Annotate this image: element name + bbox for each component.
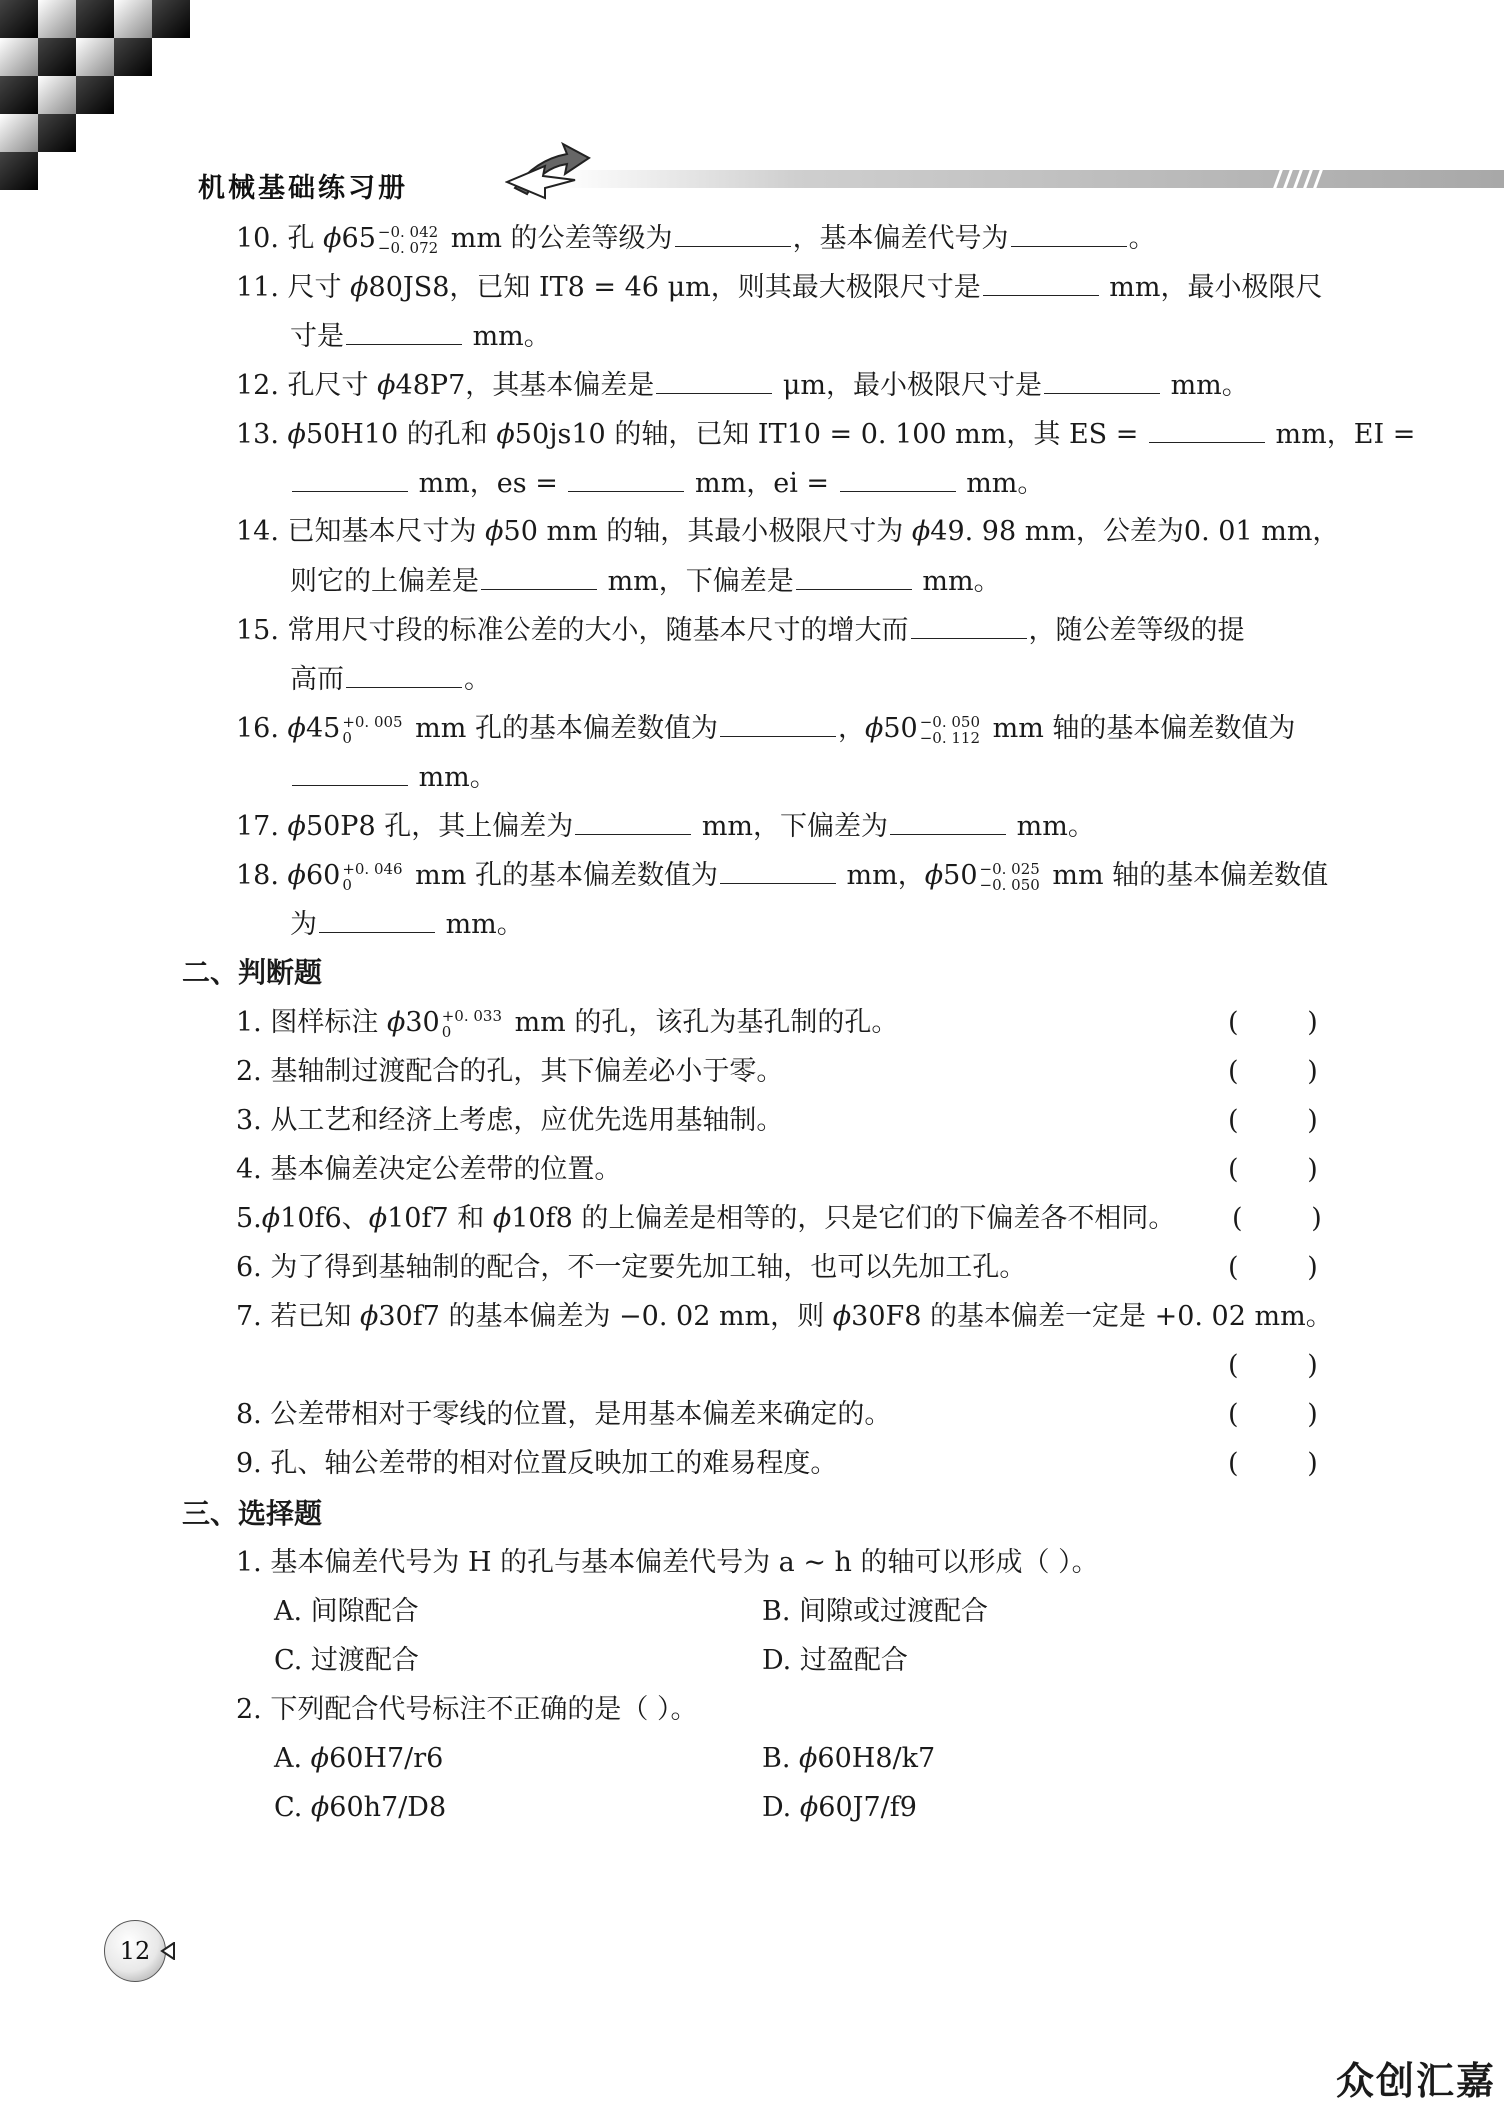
answer-parentheses[interactable]: ( )	[1228, 1056, 1318, 1087]
choice-2-option-c[interactable]: C. ϕ60h7/D8	[274, 1792, 447, 1823]
answer-parentheses[interactable]: ( )	[1228, 1399, 1318, 1430]
choice-2-option-a[interactable]: A. ϕ60H7/r6	[274, 1743, 444, 1774]
answer-blank[interactable]	[983, 267, 1099, 296]
choice-2-option-b[interactable]: B. ϕ60H8/k7	[762, 1743, 936, 1774]
answer-parentheses[interactable]: ( )	[1228, 1350, 1318, 1381]
answer-parentheses[interactable]: ( )	[1228, 1154, 1318, 1185]
curved-arrow-icon	[505, 130, 595, 202]
question-13-line-2: mm，es = mm，ei = mm。	[290, 463, 1044, 504]
judge-question-7: 7. 若已知 ϕ30f7 的基本偏差为 −0. 02 mm，则 ϕ30F8 的基本偏差一定是 +0. 02 mm。	[236, 1301, 1333, 1332]
answer-blank[interactable]	[890, 806, 1006, 835]
question-14-line-2: 则它的上偏差是 mm，下偏差是 mm。	[290, 561, 1001, 602]
answer-parentheses[interactable]: ( )	[1232, 1203, 1322, 1234]
answer-parentheses[interactable]: ( )	[1228, 1448, 1318, 1479]
answer-blank[interactable]	[720, 708, 836, 737]
triangle-pointer-icon	[160, 1942, 176, 1960]
question-18: 18. ϕ60 +0. 046 0 mm 孔的基本偏差数值为 mm，ϕ50 −0. 025 −0. 050 mm 轴的基本偏差数值	[236, 855, 1328, 896]
answer-parentheses[interactable]: ( )	[1228, 1007, 1318, 1038]
answer-blank[interactable]	[292, 463, 408, 492]
watermark-logo: 众创汇嘉	[1335, 2059, 1496, 2103]
question-10: 10. 孔 ϕ65 −0. 042 −0. 072 mm 的公差等级为 ，基本偏差代号为 。	[236, 218, 1156, 259]
section-title-judgment: 二、判断题	[182, 956, 323, 989]
answer-blank[interactable]	[911, 610, 1027, 639]
question-13: 13. ϕ50H10 的孔和 ϕ50js10 的轴，已知 IT10 = 0. 100 mm，其 ES = mm，EI =	[236, 414, 1415, 455]
judge-question-2: 2. 基轴制过渡配合的孔，其下偏差必小于零。	[236, 1056, 784, 1087]
judge-question-1: 1. 图样标注 ϕ30 +0. 033 0 mm 的孔，该孔为基孔制的孔。	[236, 1006, 899, 1041]
question-11-line-2: 寸是 mm。	[290, 316, 551, 357]
tolerance-limits: +0. 033 0	[441, 1006, 502, 1041]
tolerance-limits: −0. 050 −0. 112	[919, 712, 981, 747]
judge-question-5: 5.ϕ10f6、ϕ10f7 和 ϕ10f8 的上偏差是相等的，只是它们的下偏差各不相同。	[236, 1203, 1176, 1234]
answer-blank[interactable]	[675, 218, 791, 247]
answer-blank[interactable]	[575, 806, 691, 835]
choice-question-1: 1. 基本偏差代号为 H 的孔与基本偏差代号为 a ~ h 的轴可以形成（ ）。	[236, 1547, 1099, 1578]
answer-blank[interactable]	[292, 757, 408, 786]
judge-question-8: 8. 公差带相对于零线的位置，是用基本偏差来确定的。	[236, 1399, 892, 1430]
tolerance-limits: +0. 005 0	[342, 712, 403, 747]
question-17: 17. ϕ50P8 孔，其上偏差为 mm，下偏差为 mm。	[236, 806, 1095, 847]
choice-1-option-d[interactable]: D. 过盈配合	[762, 1645, 908, 1676]
answer-parentheses[interactable]: ( )	[1228, 1252, 1318, 1283]
judge-question-9: 9. 孔、轴公差带的相对位置反映加工的难易程度。	[236, 1448, 838, 1479]
answer-blank[interactable]	[346, 316, 462, 345]
question-14: 14. 已知基本尺寸为 ϕ50 mm 的轴，其最小极限尺寸为 ϕ49. 98 mm，公差为0. 01 mm，	[236, 516, 1340, 547]
header-gradient-bar	[560, 170, 1504, 188]
question-16: 16. ϕ45 +0. 005 0 mm 孔的基本偏差数值为 ，ϕ50 −0. 050 −0. 112 mm 轴的基本偏差数值为	[236, 708, 1295, 749]
choice-1-option-b[interactable]: B. 间隙或过渡配合	[762, 1596, 989, 1627]
answer-blank[interactable]	[481, 561, 597, 590]
answer-blank[interactable]	[840, 463, 956, 492]
choice-1-option-a[interactable]: A. 间隙配合	[274, 1596, 419, 1627]
tolerance-limits: −0. 025 −0. 050	[979, 859, 1040, 894]
question-11: 11. 尺寸 ϕ80JS8，已知 IT8 = 46 μm，则其最大极限尺寸是 mm，最小极限尺	[236, 267, 1323, 308]
answer-parentheses[interactable]: ( )	[1228, 1105, 1318, 1136]
choice-question-2: 2. 下列配合代号标注不正确的是（ ）。	[236, 1694, 698, 1725]
tolerance-limits: +0. 046 0	[342, 859, 403, 894]
judge-question-3: 3. 从工艺和经济上考虑，应优先选用基轴制。	[236, 1105, 784, 1136]
answer-blank[interactable]	[346, 659, 462, 688]
section-title-choice: 三、选择题	[182, 1497, 323, 1530]
book-title: 机械基础练习册	[198, 173, 408, 204]
question-15: 15. 常用尺寸段的标准公差的大小，随基本尺寸的增大而 ，随公差等级的提	[236, 610, 1245, 651]
answer-blank[interactable]	[319, 904, 435, 933]
question-16-line-2: mm。	[290, 757, 497, 798]
question-12: 12. 孔尺寸 ϕ48P7，其基本偏差是 μm，最小极限尺寸是 mm。	[236, 365, 1249, 406]
question-18-line-2: 为 mm。	[290, 904, 524, 945]
answer-blank[interactable]	[796, 561, 912, 590]
answer-blank[interactable]	[720, 855, 836, 884]
choice-2-option-d[interactable]: D. ϕ60J7/f9	[762, 1792, 917, 1823]
question-15-line-2: 高而 。	[290, 659, 491, 700]
checkerboard-decoration	[0, 0, 200, 200]
answer-blank[interactable]	[568, 463, 684, 492]
answer-blank[interactable]	[1011, 218, 1127, 247]
answer-blank[interactable]	[656, 365, 772, 394]
judge-question-4: 4. 基本偏差决定公差带的位置。	[236, 1154, 622, 1185]
answer-blank[interactable]	[1044, 365, 1160, 394]
answer-blank[interactable]	[1149, 414, 1265, 443]
tolerance-limits: −0. 042 −0. 072	[377, 222, 439, 257]
choice-1-option-c[interactable]: C. 过渡配合	[274, 1645, 419, 1676]
header-hatch-decoration	[1268, 168, 1324, 190]
page-number: 12	[104, 1920, 166, 1982]
judge-question-6: 6. 为了得到基轴制的配合，不一定要先加工轴，也可以先加工孔。	[236, 1252, 1027, 1283]
